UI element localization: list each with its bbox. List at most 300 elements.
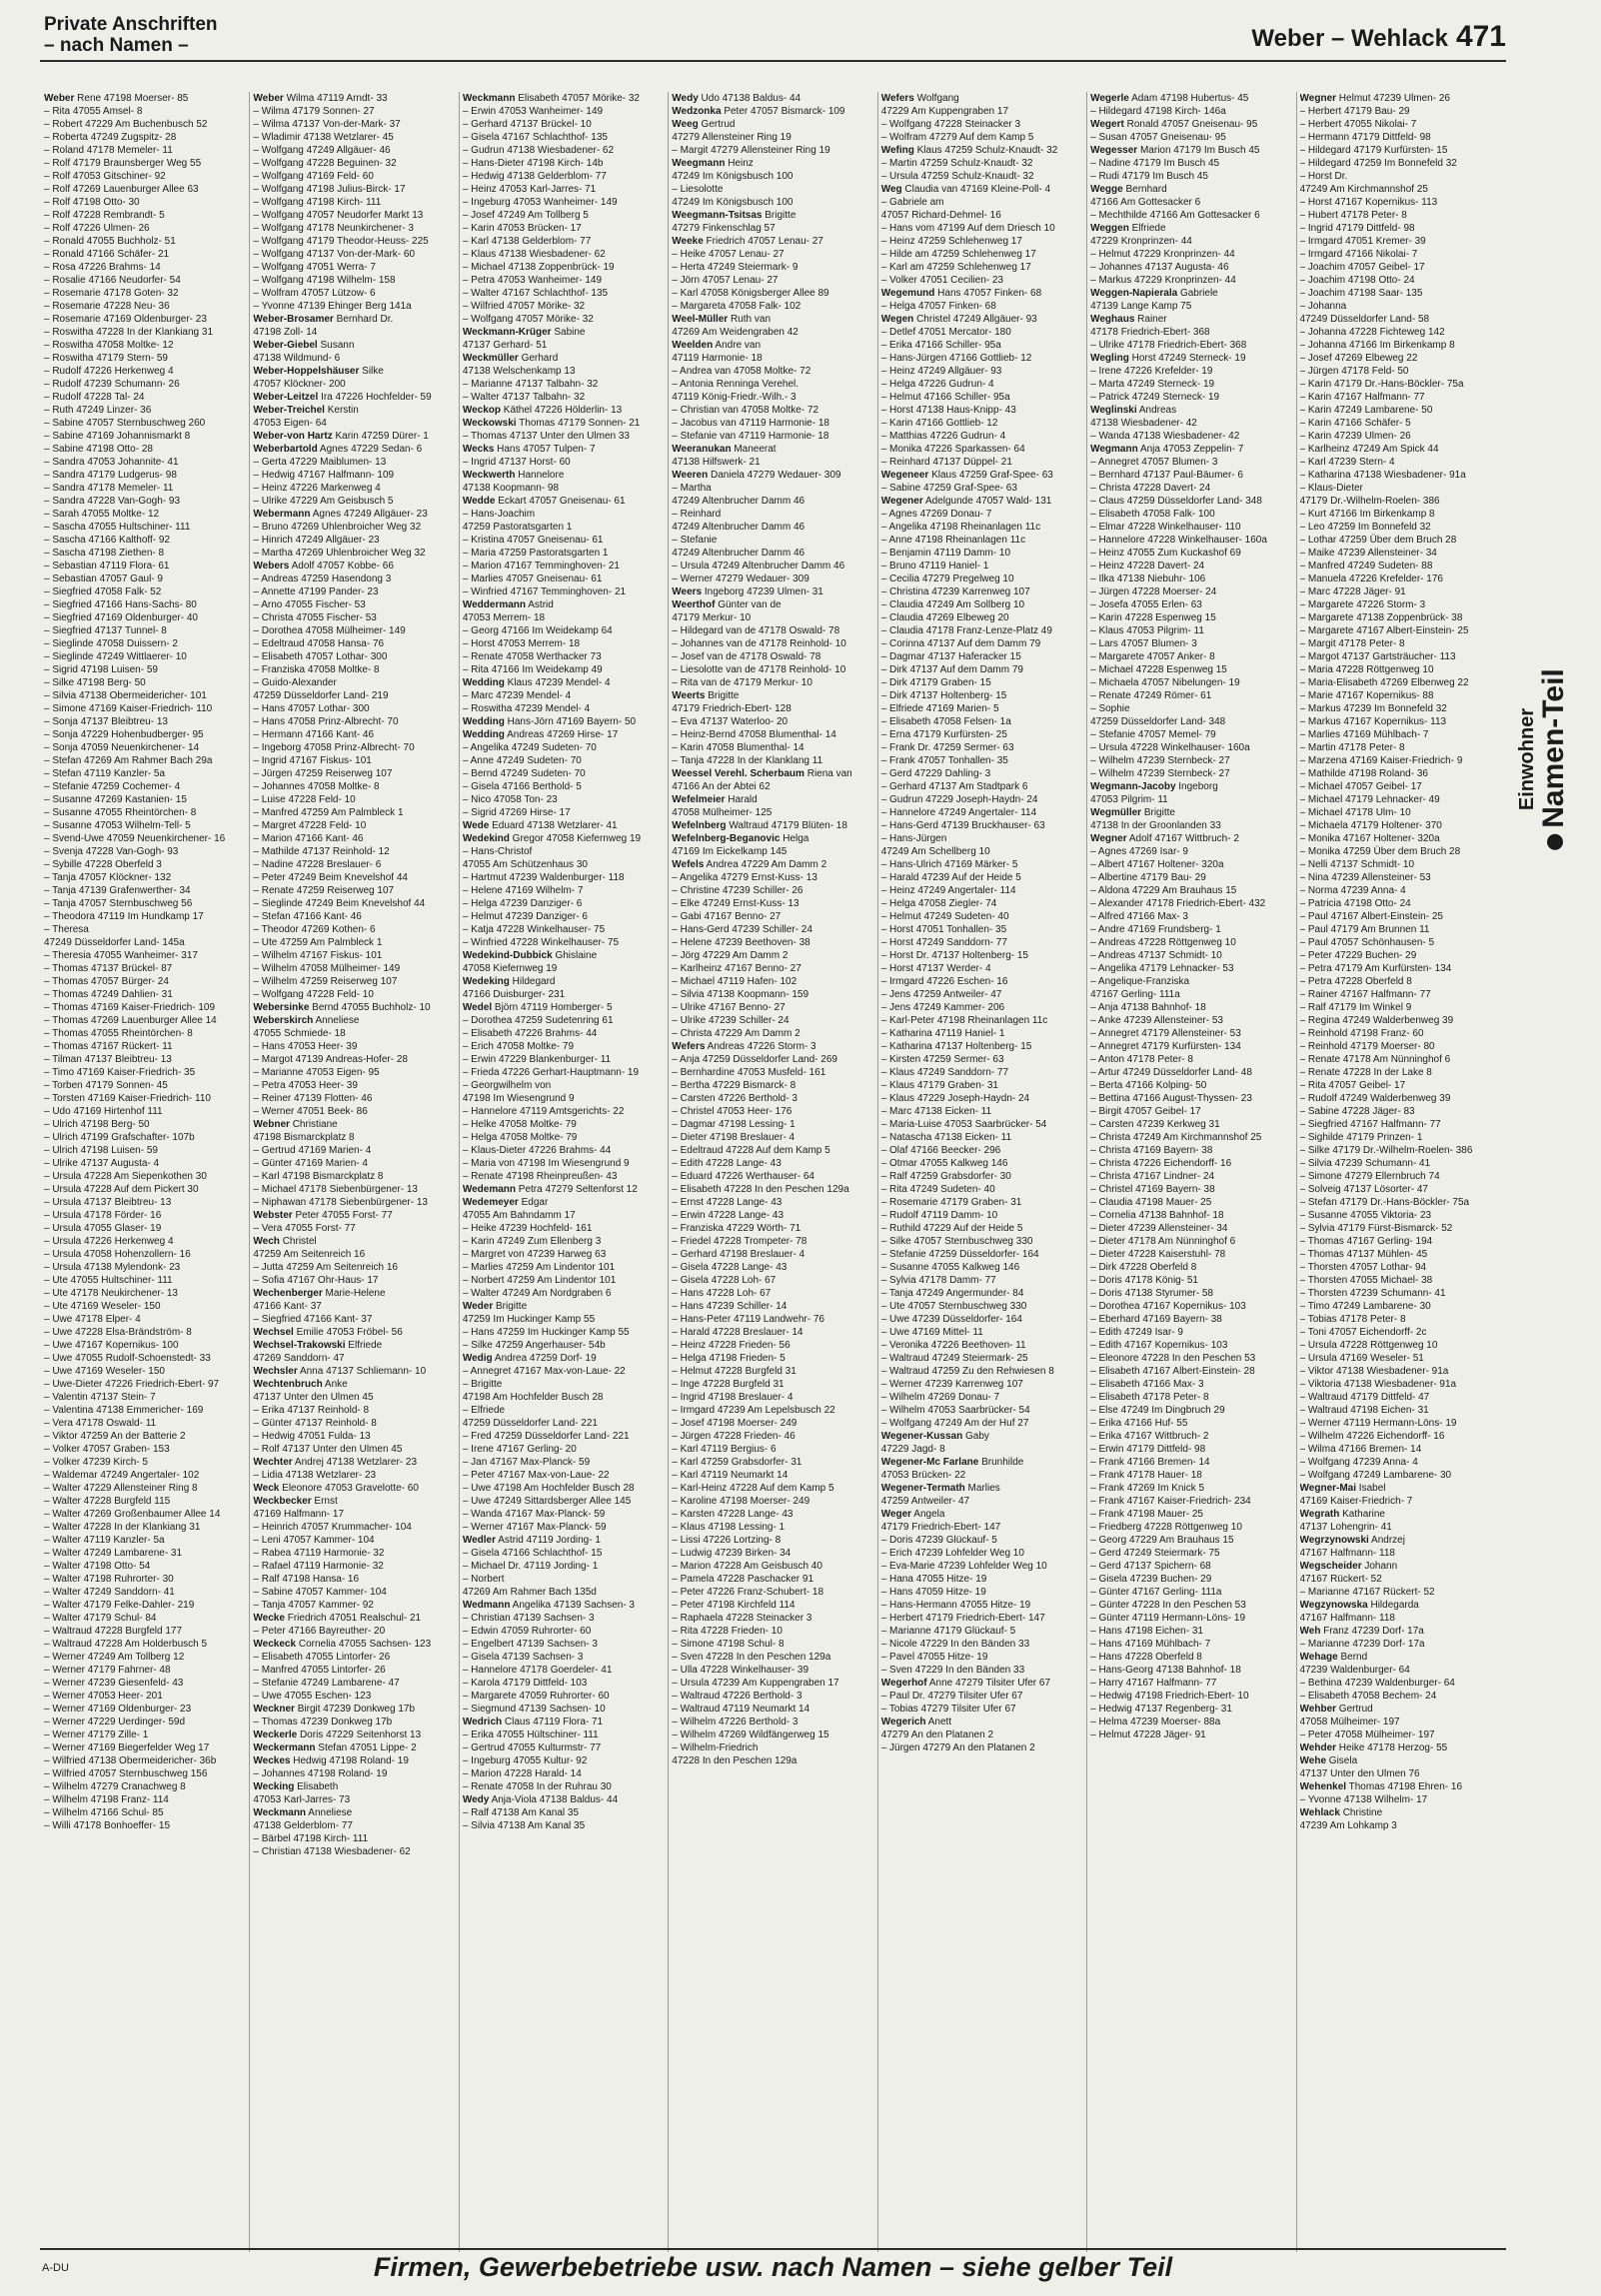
entry-text: Hildegarda [1367, 1600, 1419, 1611]
directory-entry [253, 1170, 454, 1183]
directory-entry [463, 1651, 664, 1664]
entry-text: – Hans-Christof [462, 846, 533, 857]
entry-text: 47055 Am Bahndamm 17 [462, 1210, 576, 1221]
entry-surname: Weghaus [1090, 314, 1135, 325]
entry-text: – Sonja 47229 Hohenbudberger- 95 [44, 729, 204, 740]
entry-text: Karin 47259 Dürer- 1 [332, 431, 429, 442]
directory-entry [1300, 663, 1501, 676]
directory-entry [44, 170, 245, 183]
entry-text: – Renate 47228 In der Lake 8 [1299, 1067, 1432, 1078]
entry-text: – Inge 47228 Burgfeld 31 [672, 1379, 785, 1390]
entry-text: – Norbert [462, 1574, 505, 1585]
entry-surname: Wedmann [462, 1600, 511, 1611]
directory-entry [672, 1287, 872, 1300]
directory-entry [253, 1326, 454, 1339]
directory-entry [463, 430, 664, 443]
entry-text: – Marta 47249 Sterneck- 19 [1090, 379, 1215, 390]
entry-text: – Manfred 47259 Am Palmbleck 1 [253, 807, 404, 818]
directory-entry [463, 754, 664, 767]
entry-text: 47259 Düsseldorfer Land- 348 [1090, 716, 1226, 727]
directory-entry [44, 1651, 245, 1664]
directory-entry [44, 547, 245, 560]
directory-entry [1300, 300, 1501, 313]
entry-text: – Elisabeth 47167 Albert-Einstein- 28 [1090, 1366, 1255, 1377]
directory-entry [463, 287, 664, 300]
directory-entry [1300, 1352, 1501, 1365]
entry-text: – Walter 47179 Schul- 84 [44, 1613, 157, 1624]
directory-entry [672, 884, 872, 897]
entry-surname: Wechsel [253, 1327, 294, 1338]
directory-entry [1090, 1300, 1291, 1313]
entry-text: – Klaus-Dieter [1299, 483, 1363, 494]
directory-entry [463, 1767, 664, 1780]
directory-entry [253, 858, 454, 871]
entry-text: 47179 Friedrich-Ebert- 147 [880, 1522, 1001, 1533]
directory-entry [44, 624, 245, 637]
entry-text: – Walter 47167 Schlachthof- 135 [462, 288, 609, 299]
entry-text: – Waldemar 47249 Angertaler- 102 [44, 1470, 200, 1481]
entry-text: – Helmut 47228 Burgfeld 31 [672, 1366, 797, 1377]
directory-entry [672, 1014, 872, 1027]
entry-surname: Wecks [462, 444, 495, 455]
entry-text: – Dirk 47179 Graben- 15 [880, 677, 991, 688]
directory-entry [44, 819, 245, 832]
directory-entry [463, 1183, 664, 1196]
entry-text: – Dieter 47228 Kaiserstuhl- 78 [1090, 1249, 1226, 1260]
entry-text: – Christa 47055 Fischer- 53 [253, 612, 377, 623]
directory-entry [1300, 248, 1501, 261]
directory-entry [44, 1430, 245, 1443]
directory-entry [881, 196, 1082, 209]
directory-entry [44, 404, 245, 417]
entry-text: – Helga 47057 Finken- 68 [880, 301, 996, 312]
directory-entry [672, 1391, 872, 1404]
entry-text: – Erwin 47179 Dittfeld- 98 [1090, 1444, 1206, 1455]
entry-text: – Josef van de 47178 Oswald- 78 [672, 651, 821, 662]
entry-surname: Weers [672, 586, 703, 597]
entry-text: – Werner 47179 Fahrner- 48 [44, 1665, 171, 1676]
entry-text: 47057 Richard-Dehmel- 16 [880, 210, 1001, 221]
directory-entry [672, 1235, 872, 1248]
entry-text: – Helga 47198 Frieden- 5 [672, 1353, 786, 1364]
directory-entry [1300, 871, 1501, 884]
directory-entry [1300, 1105, 1501, 1118]
entry-surname: Weggen [1090, 223, 1129, 234]
directory-entry [1300, 1469, 1501, 1482]
entry-text: – Stefan 47179 Dr.-Hans-Böckler- 75a [1299, 1197, 1470, 1208]
directory-entry [1090, 793, 1291, 806]
entry-text: Gregor 47058 Kiefernweg 19 [509, 833, 642, 844]
entry-text: – Petra 47053 Heer- 39 [253, 1080, 358, 1091]
entry-text: – Wilhelm 47259 Reiserweg 107 [253, 976, 398, 987]
directory-entry [463, 1053, 664, 1066]
directory-entry [253, 131, 454, 144]
directory-entry [1300, 689, 1501, 702]
entry-text: – Gertrud 47169 Marien- 4 [253, 1145, 372, 1156]
entry-text: – Regina 47249 Walderbenweg 39 [1299, 1015, 1454, 1026]
directory-entry [1300, 1144, 1501, 1157]
entry-text: – Manuela 47226 Krefelder- 176 [1299, 574, 1443, 584]
directory-entry [881, 1079, 1082, 1092]
directory-entry [672, 1599, 872, 1612]
directory-entry [1300, 1677, 1501, 1690]
directory-entry [253, 1741, 454, 1754]
directory-entry [44, 1378, 245, 1391]
entry-text: – Friedberg 47228 Röttgenweg 10 [1090, 1522, 1242, 1533]
entry-surname: Wegert [1090, 119, 1124, 130]
entry-text: 47053 Karl-Jarres- 73 [253, 1794, 351, 1805]
directory-entry [1300, 222, 1501, 235]
entry-text: – Elisabeth 47178 Peter- 8 [1090, 1392, 1209, 1403]
entry-text: Rainer [1134, 314, 1167, 325]
directory-entry [1090, 222, 1291, 235]
directory-entry [253, 1040, 454, 1053]
directory-entry [463, 598, 664, 611]
entry-text: – Gerd 47137 Spichern- 68 [1090, 1561, 1211, 1572]
entry-text: 47169 Im Eickelkamp 145 [672, 846, 788, 857]
entry-surname: Weber-von Hartz [253, 431, 333, 442]
entry-text: – Siegfried 47058 Falk- 52 [44, 586, 162, 597]
entry-text: Brigitte [762, 210, 797, 221]
entry-text: Claudia van 47169 Kleine-Poll- 4 [901, 184, 1051, 195]
directory-entry [463, 1547, 664, 1560]
directory-entry [44, 1780, 245, 1793]
entry-surname: Wedding [462, 677, 505, 688]
entry-text: Maneerat [731, 444, 777, 455]
directory-entry [1300, 391, 1501, 404]
entry-text: – Doris 47138 Styrumer- 58 [1090, 1288, 1213, 1299]
directory-entry [672, 767, 872, 780]
entry-text: – Reinhold 47198 Franz- 60 [1299, 1028, 1424, 1039]
entry-text: 47179 Merkur- 10 [672, 612, 752, 623]
directory-entry [253, 1703, 454, 1716]
directory-entry [1090, 547, 1291, 560]
directory-entry [881, 235, 1082, 248]
entry-text: – Walter 47179 Felke-Dahler- 219 [44, 1600, 195, 1611]
entry-text: – Erwin 47053 Wanheimer- 149 [462, 106, 604, 117]
entry-text: – Heinz 47226 Markenweg 4 [253, 483, 381, 494]
directory-entry [1300, 456, 1501, 469]
directory-entry [881, 1690, 1082, 1703]
entry-text: – Marc 47138 Eicken- 11 [880, 1106, 992, 1117]
directory-entry [463, 495, 664, 508]
directory-entry [44, 391, 245, 404]
directory-entry [1300, 1728, 1501, 1741]
directory-entry [1090, 1443, 1291, 1456]
directory-entry [672, 1716, 872, 1728]
directory-entry [463, 196, 664, 209]
directory-entry [44, 1547, 245, 1560]
directory-entry [253, 637, 454, 650]
side-label-small: Einwohner [1516, 707, 1538, 811]
directory-entry [253, 391, 454, 404]
entry-text: – Heike 47239 Hochfeld- 161 [462, 1223, 593, 1234]
entry-text: – Ute 47259 Am Palmbleck 1 [253, 937, 383, 948]
entry-text: – Albert 47167 Holtener- 320a [1090, 859, 1224, 870]
entry-text: – Elfriede [462, 1405, 506, 1416]
directory-entry [672, 936, 872, 949]
entry-text: – Walter 47228 Burgfeld 115 [44, 1496, 171, 1507]
entry-text: – Ursula 47055 Glaser- 19 [44, 1223, 162, 1234]
directory-entry [44, 663, 245, 676]
side-label-big [1538, 668, 1570, 849]
directory-entry [1300, 637, 1501, 650]
directory-entry [44, 287, 245, 300]
directory-entry [1300, 209, 1501, 222]
directory-entry [1300, 936, 1501, 949]
directory-entry [672, 170, 872, 183]
entry-text: – Hans-Georg 47138 Bahnhof- 18 [1090, 1665, 1241, 1676]
entry-text: – Irene 47226 Krefelder- 19 [1090, 366, 1213, 377]
directory-entry [44, 1703, 245, 1716]
directory-entry [1090, 573, 1291, 585]
directory-entry [1090, 689, 1291, 702]
directory-entry [1300, 144, 1501, 157]
entry-text: – Irmgard 47051 Kremer- 39 [1299, 236, 1426, 247]
entry-text: – Angelika 47249 Sudeten- 70 [462, 742, 597, 753]
directory-entry [253, 1638, 454, 1651]
entry-text: – Renate 47178 Am Nünninghof 6 [1299, 1054, 1451, 1065]
directory-entry [672, 1222, 872, 1235]
directory-entry [672, 196, 872, 209]
entry-text: – Torsten 47169 Kaiser-Friedrich- 110 [44, 1093, 211, 1104]
directory-entry [44, 1469, 245, 1482]
directory-entry [1300, 1625, 1501, 1638]
entry-text: – Heinz 47249 Allgäuer- 93 [880, 366, 1002, 377]
entry-text: Bernd [1337, 1652, 1368, 1663]
directory-entry [881, 534, 1082, 547]
entry-text: – Franziska 47229 Wörth- 71 [672, 1223, 801, 1234]
directory-entry [44, 144, 245, 157]
entry-text: – Roswitha 47179 Stern- 59 [44, 353, 168, 364]
directory-entry [881, 1261, 1082, 1274]
directory-entry [1090, 1196, 1291, 1209]
directory-entry [672, 352, 872, 365]
entry-surname: Wegeneer [880, 470, 929, 481]
entry-text: – Josef 47198 Moerser- 249 [672, 1418, 798, 1429]
directory-entry [1090, 1430, 1291, 1443]
directory-entry [881, 1560, 1082, 1573]
entry-text: – Maria 47259 Pastoratsgarten 1 [462, 548, 609, 559]
directory-entry [253, 1482, 454, 1495]
directory-entry [463, 715, 664, 728]
directory-entry [672, 819, 872, 832]
entry-text: – Volker 47051 Cecilien- 23 [880, 275, 1003, 286]
directory-entry [1300, 806, 1501, 819]
entry-text: – Hermann 47166 Kant- 46 [253, 729, 375, 740]
entry-text: – Antonia Renninga Verehel. [672, 379, 800, 390]
directory-entry [672, 1105, 872, 1118]
directory-entry [463, 352, 664, 365]
entry-text: – Doris 47239 Glückauf- 5 [880, 1535, 997, 1546]
directory-entry [463, 1560, 664, 1573]
entry-text: – Bethina 47239 Waldenburger- 64 [1299, 1678, 1455, 1689]
directory-entry [1090, 534, 1291, 547]
entry-text: – Karin 47249 Lambarene- 50 [1299, 405, 1433, 416]
entry-text: – Werner 47179 Zille- 1 [44, 1729, 149, 1740]
entry-surname: Webster [253, 1210, 293, 1221]
directory-entry [463, 1754, 664, 1767]
entry-text: Adelgunde 47057 Wald- 131 [922, 496, 1052, 507]
directory-entry [881, 793, 1082, 806]
directory-entry [881, 417, 1082, 430]
directory-entry [463, 1287, 664, 1300]
entry-text: – Rabea 47119 Harmonie- 32 [253, 1548, 385, 1559]
directory-entry [463, 508, 664, 521]
entry-text: – Horst 47051 Tonhallen- 35 [880, 924, 1007, 935]
directory-entry [463, 1014, 664, 1027]
directory-entry [1090, 1014, 1291, 1027]
entry-text: – Karin 47228 Espenweg 15 [1090, 612, 1216, 623]
directory-entry [881, 1508, 1082, 1521]
directory-entry [463, 1806, 664, 1819]
entry-text: – Valentin 47137 Stein- 7 [44, 1392, 156, 1403]
entry-text: – Karin 47166 Schäfer- 5 [1299, 418, 1411, 429]
directory-entry [672, 274, 872, 287]
directory-entry [253, 897, 454, 910]
entry-text: – Herbert 47179 Bau- 29 [1299, 106, 1410, 117]
entry-text: 47249 Im Königsbusch 100 [672, 197, 794, 208]
entry-text: Anett [925, 1717, 952, 1727]
directory-entry [881, 300, 1082, 313]
entry-text: – Gerta 47229 Maiblumen- 13 [253, 457, 387, 468]
entry-surname: Weeg [672, 119, 699, 130]
directory-entry [44, 456, 245, 469]
directory-entry [463, 1728, 664, 1741]
directory-entry [1090, 962, 1291, 975]
entry-text: – Ralf 47198 Hansa- 16 [253, 1574, 360, 1585]
directory-entry [881, 1118, 1082, 1131]
directory-entry [44, 897, 245, 910]
entry-text: – Petra 47053 Wanheimer- 149 [462, 275, 602, 286]
entry-text: Thomas 47198 Ehren- 16 [1346, 1781, 1463, 1792]
entry-text: – Hedwig 47167 Halfmann- 109 [253, 470, 395, 481]
entry-text: – Hannelore 47178 Goerdeler- 41 [462, 1665, 613, 1676]
directory-entry [1090, 300, 1291, 313]
directory-entry [672, 1144, 872, 1157]
entry-text: – Frank 47057 Tonhallen- 35 [880, 755, 1008, 766]
directory-entry [463, 339, 664, 352]
entry-text: 47279 An den Platanen 2 [880, 1729, 994, 1740]
directory-entry [463, 1456, 664, 1469]
entry-text: Ingeborg 47239 Ulmen- 31 [702, 586, 823, 597]
directory-entry [881, 1741, 1082, 1754]
directory-entry [1090, 209, 1291, 222]
entry-text: – Rudolf 47228 Tal- 24 [44, 392, 145, 403]
directory-entry [672, 1754, 872, 1767]
directory-entry [1090, 508, 1291, 521]
directory-entry [1090, 1040, 1291, 1053]
entry-text: – Martin 47178 Peter- 8 [1299, 742, 1405, 753]
directory-entry [463, 1365, 664, 1378]
entry-text: – Guido-Alexander [253, 677, 337, 688]
entry-text: – Peter 47229 Buchen- 29 [1299, 950, 1417, 961]
directory-entry [881, 962, 1082, 975]
directory-entry [44, 1053, 245, 1066]
directory-entry [44, 1417, 245, 1430]
entry-surname: Wegerle [1090, 93, 1129, 104]
directory-entry [1300, 728, 1501, 741]
directory-entry [1090, 274, 1291, 287]
directory-entry [44, 495, 245, 508]
entry-text: – Klaus-Dieter 47226 Brahms- 44 [462, 1145, 612, 1156]
entry-text: – Hana 47055 Hitze- 19 [880, 1574, 987, 1585]
directory-entry [1090, 1664, 1291, 1677]
entry-surname: Weckop [462, 405, 502, 416]
directory-entry [44, 1586, 245, 1599]
directory-entry [44, 988, 245, 1001]
entry-text: – Irene 47167 Gerling- 20 [462, 1444, 577, 1455]
entry-text: – Christa 47167 Lindner- 24 [1090, 1171, 1215, 1182]
directory-entry [881, 832, 1082, 845]
directory-entry [463, 144, 664, 157]
directory-entry [1090, 1690, 1291, 1703]
entry-text: – Wolfgang 47051 Werra- 7 [253, 262, 376, 273]
entry-text: – Herta 47249 Steiermark- 9 [672, 262, 799, 273]
directory-entry [253, 365, 454, 378]
entry-text: – Marie 47167 Kopernikus- 88 [1299, 690, 1434, 701]
directory-entry [1090, 352, 1291, 365]
entry-text: – Gerd 47229 Dahling- 3 [880, 768, 991, 779]
entry-text: – Sofia 47167 Ohr-Haus- 17 [253, 1275, 379, 1286]
entry-text: – Elisabeth 47058 Felsen- 1a [880, 716, 1011, 727]
entry-text: – Peter 47166 Bayreuther- 20 [253, 1626, 386, 1637]
entry-text: 47198 Zoll- 14 [253, 327, 318, 338]
directory-entry [1090, 1001, 1291, 1014]
directory-entry [1300, 352, 1501, 365]
section-title [44, 14, 218, 56]
entry-text: – Helke 47058 Moltke- 79 [462, 1119, 577, 1130]
entry-text: – Gabriele am [880, 197, 944, 208]
entry-text: 47239 Am Lohkamp 3 [1299, 1820, 1397, 1831]
directory-entry [253, 261, 454, 274]
directory-entry [44, 975, 245, 988]
directory-entry [253, 1443, 454, 1456]
entry-text: – Thomas 47169 Kaiser-Friedrich- 109 [44, 1002, 216, 1013]
entry-text: – Michael 47178 Siebenbürgener- 13 [253, 1184, 418, 1195]
entry-text: – Christa 47229 Am Damm 2 [672, 1028, 800, 1039]
entry-surname: Wechenberger [253, 1288, 323, 1299]
directory-entry [881, 741, 1082, 754]
entry-text: – Viktor 47259 An der Batterie 2 [44, 1431, 186, 1442]
entry-text: – Susanne 47055 Rheintörchen- 8 [44, 807, 197, 818]
directory-entry [463, 560, 664, 573]
entry-text: – Ursula 47226 Herkenweg 4 [44, 1236, 174, 1247]
directory-entry [1090, 1612, 1291, 1625]
entry-text: – Uwe 47055 Eschen- 123 [253, 1691, 372, 1702]
entry-text: 47259 Am Seitenreich 16 [253, 1249, 366, 1260]
entry-text: – Aldona 47229 Am Brauhaus 15 [1090, 885, 1237, 896]
entry-text: – Karin 47053 Brücken- 17 [462, 223, 582, 234]
directory-entry [881, 92, 1082, 105]
directory-entry [672, 1079, 872, 1092]
directory-entry [463, 949, 664, 962]
entry-text: – Frank 47178 Hauer- 18 [1090, 1470, 1202, 1481]
directory-entry [44, 1066, 245, 1079]
directory-entry [44, 1677, 245, 1690]
directory-entry [463, 1573, 664, 1586]
directory-entry [44, 339, 245, 352]
entry-surname: Weck [253, 1483, 280, 1494]
directory-column [1296, 92, 1501, 2252]
entry-text: Brigitte [493, 1301, 528, 1312]
entry-surname: Weberskirch [253, 1015, 314, 1026]
entry-text: – Hildegard 47179 Kurfürsten- 15 [1299, 145, 1448, 156]
directory-entry [1090, 157, 1291, 170]
entry-text: 47137 Lohengrin- 41 [1299, 1522, 1392, 1533]
directory-entry [1090, 1053, 1291, 1066]
entry-text: – Benjamin 47119 Damm- 10 [880, 548, 1011, 559]
